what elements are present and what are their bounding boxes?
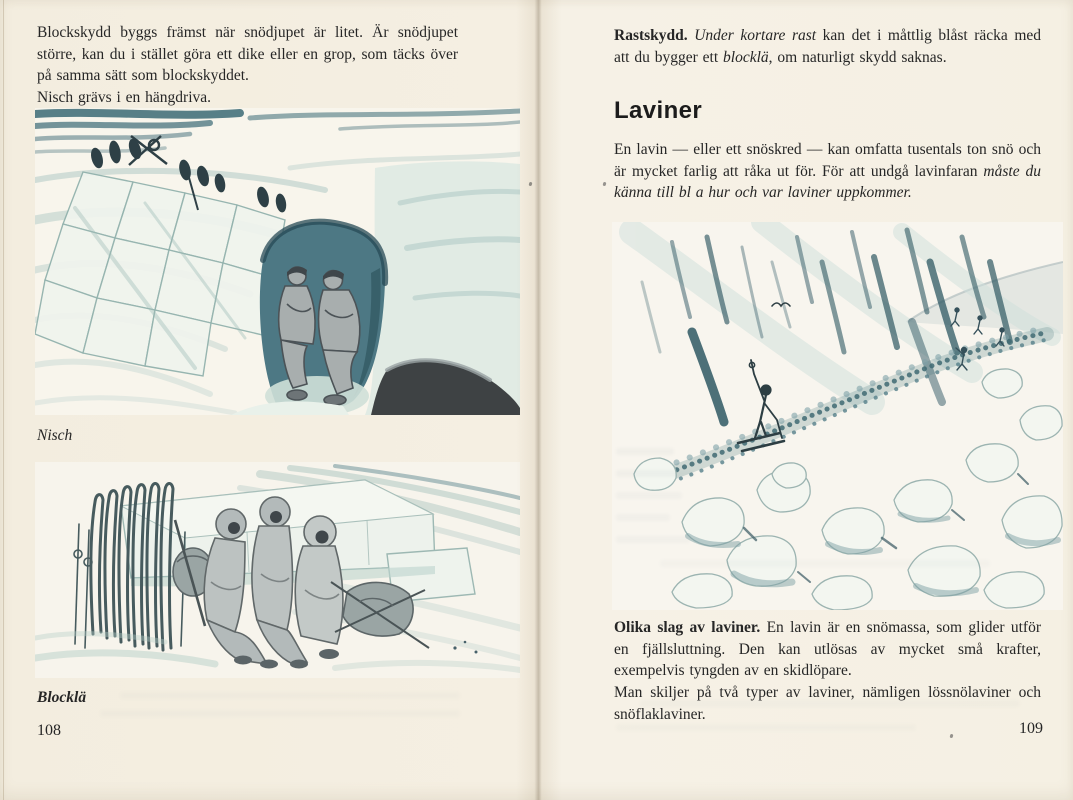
paragraph-olika-slag: Olika slag av laviner. En lavin är en snömassa, som glider utför en fjällsluttning. Den kan utlösas av mycket små krafter, exempelvis tyngden av en skidlöpare.	[614, 619, 1042, 680]
figure-nisch	[35, 108, 520, 415]
nisch-illustration	[35, 108, 520, 415]
olika-slag-paragraphs	[614, 617, 1041, 725]
caption-blockla: Blocklä	[37, 689, 87, 706]
avalanche-illustration	[612, 222, 1063, 610]
caption-nisch: Nisch	[37, 427, 73, 444]
laviner-intro-paragraph	[614, 139, 1041, 204]
paragraph-blockskydd: Blockskydd byggs främst när snödjupet är litet. Är snödjupet större, kan du i stället göra ett dike eller en grop, som täcks över på samma sätt som blockskyddet.	[37, 24, 458, 85]
scan-speck	[603, 182, 607, 187]
book-gutter	[516, 0, 562, 800]
figure-avalanche	[612, 222, 1063, 610]
paragraph-rastskydd: Rastskydd. Under kortare rast kan det i måttlig blåst räcka med att du bygger ett blocklä, om naturligt skydd saknas.	[614, 27, 1042, 66]
blockskydd-paragraphs	[37, 22, 458, 109]
showthrough-ghost	[100, 710, 460, 717]
paragraph-lavin-intro: En lavin — eller ett snöskred — kan omfatta tusentals ton snö och är mycket farlig att råka ut för. För att undgå lavinfaran måste du känna till bl a hur och var laviner uppkommer.	[614, 141, 1041, 202]
paragraph-nisch-gravs: Nisch grävs i en hängdriva.	[37, 89, 212, 107]
page-number-108: 108	[37, 722, 61, 739]
rastskydd-paragraph	[614, 25, 1041, 68]
showthrough-ghost	[120, 692, 460, 699]
blockla-illustration	[35, 462, 520, 678]
page-number-109: 109	[1019, 720, 1043, 737]
paragraph-man-skiljer: Man skiljer på två typer av laviner, nämligen lössnölaviner och snöflaklaviner.	[614, 684, 1041, 723]
figure-blockla	[35, 462, 520, 678]
scan-speck	[950, 734, 954, 739]
section-heading-laviner: Laviner	[614, 97, 703, 124]
